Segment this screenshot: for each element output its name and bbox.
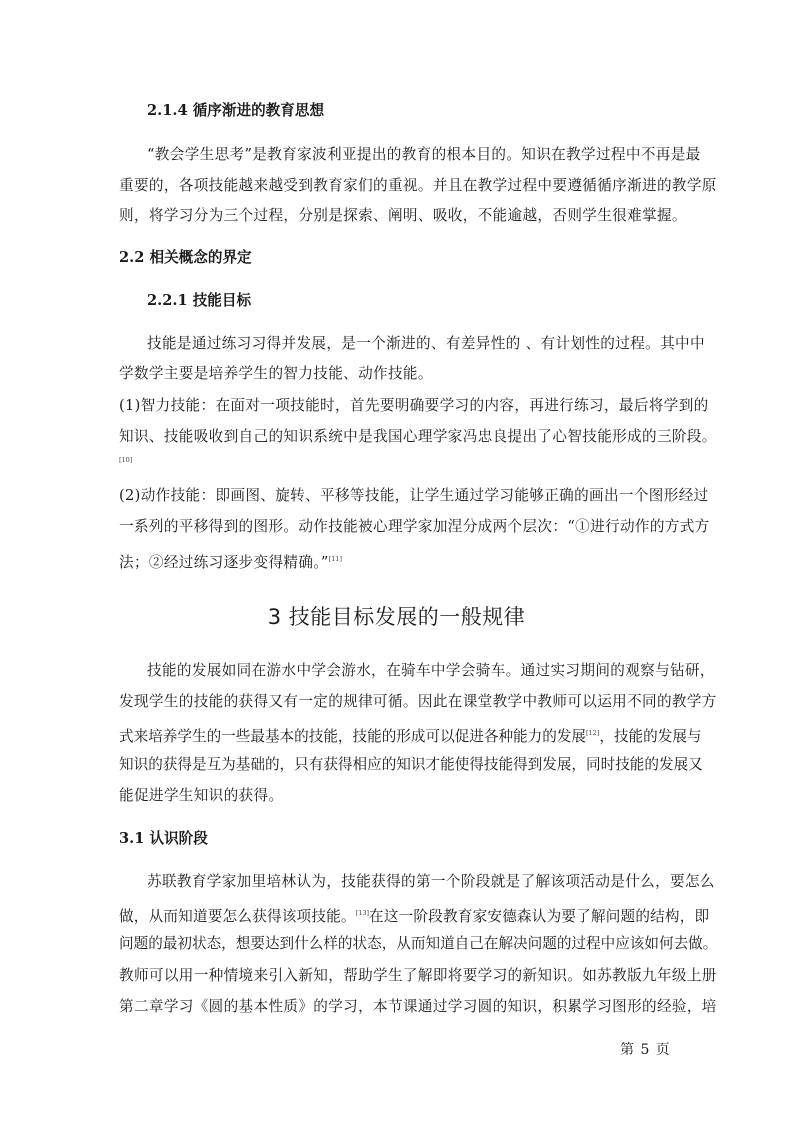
list-item-line: 知识、技能吸收到自己的知识系统中是我国心理学家冯忠良提出了心智技能形成的三阶段。: [119, 428, 717, 445]
section-heading-2-1-4: 2.1.4 循序渐进的教育思想: [147, 102, 325, 119]
paragraph-line: 技能的发展如同在游水中学会游水，在骑车中学会骑车。通过实习期间的观察与钻研，: [147, 662, 715, 679]
paragraph-line: 教师可以用一种情境来引入新知，帮助学生了解即将要学习的新知识。如苏教版九年级上册: [119, 967, 717, 984]
list-item-line: (1)智力技能：在面对一项技能时，首先要明确要学习的内容，再进行练习，最后将学到的: [119, 397, 709, 414]
paragraph-line: [119, 903, 710, 927]
paragraph-text: 在这一阶段教育家安德森认为要了解问题的结构，即: [369, 908, 710, 925]
list-item-text: 法；②经过练习逐步变得精确。”: [119, 554, 329, 571]
paragraph-line: 技能是通过练习习得并发展，是一个渐进的、有差异性的 、有计划性的过程。其中中: [147, 335, 705, 352]
paragraph-line: [119, 723, 702, 747]
citation-ref: [12]: [586, 729, 600, 737]
section-heading-3-1: 3.1 认识阶段: [119, 830, 208, 847]
citation-ref: [13]: [355, 909, 370, 917]
paragraph-line: 重要的，各项技能越来越受到教育家们的重视。并且在教学过程中要遵循循序渐进的教学原: [119, 177, 717, 194]
section-heading-2-2: 2.2 相关概念的界定: [119, 249, 252, 266]
chapter-heading-3: 3 技能目标发展的一般规律: [267, 605, 526, 629]
citation-ref: [11]: [328, 555, 343, 563]
paragraph-text: 式来培养学生的一些最基本的技能，技能的形成可以促进各种能力的发展: [119, 728, 587, 745]
paragraph-line: 学数学主要是培养学生的智力技能、动作技能。: [119, 365, 433, 382]
section-heading-2-2-1: 2.2.1 技能目标: [147, 292, 252, 309]
paragraph-text: ，技能的发展与: [599, 728, 702, 745]
page-number: 第 5 页: [620, 1042, 671, 1058]
paragraph-line: 苏联教育学家加里培林认为，技能获得的第一个阶段就是了解该项活动是什么，要怎么: [147, 873, 715, 890]
list-item-line: 一系列的平移得到的图形。动作技能被心理学家加涅分成两个层次：“①进行动作的方式方: [119, 518, 710, 535]
citation-ref: [10]: [119, 456, 133, 464]
list-item-line: (2)动作技能：即画图、旋转、平移等技能，让学生通过学习能够正确的画出一个图形经过: [119, 487, 709, 504]
paragraph-line: 发现学生的技能的获得又有一定的规律可循。因此在课堂教学中教师可以运用不同的教学方: [119, 693, 717, 710]
list-item-line: [119, 549, 685, 573]
paragraph-line: 问题的最初状态，想要达到什么样的状态，从而知道自己在解决问题的过程中应该如何去做。: [119, 935, 718, 952]
paragraph-text: 做，从而知道要怎么获得该项技能。: [119, 908, 356, 925]
paragraph-line: “教会学生思考”是教育家波利亚提出的教育的根本目的。知识在教学过程中不再是最: [147, 146, 701, 163]
paragraph-line: 能促进学生知识的获得。: [119, 787, 284, 804]
paragraph-line: 则，将学习分为三个过程，分别是探索、阐明、吸收，不能逾越，否则学生很难掌握。: [119, 207, 687, 224]
paragraph-line: 第二章学习《圆的基本性质》的学习，本节课通过学习圆的知识，积累学习图形的经验，培: [119, 998, 717, 1015]
paragraph-line: 知识的获得是互为基础的，只有获得相应的知识才能使得技能得到发展，同时技能的发展又: [119, 756, 703, 773]
